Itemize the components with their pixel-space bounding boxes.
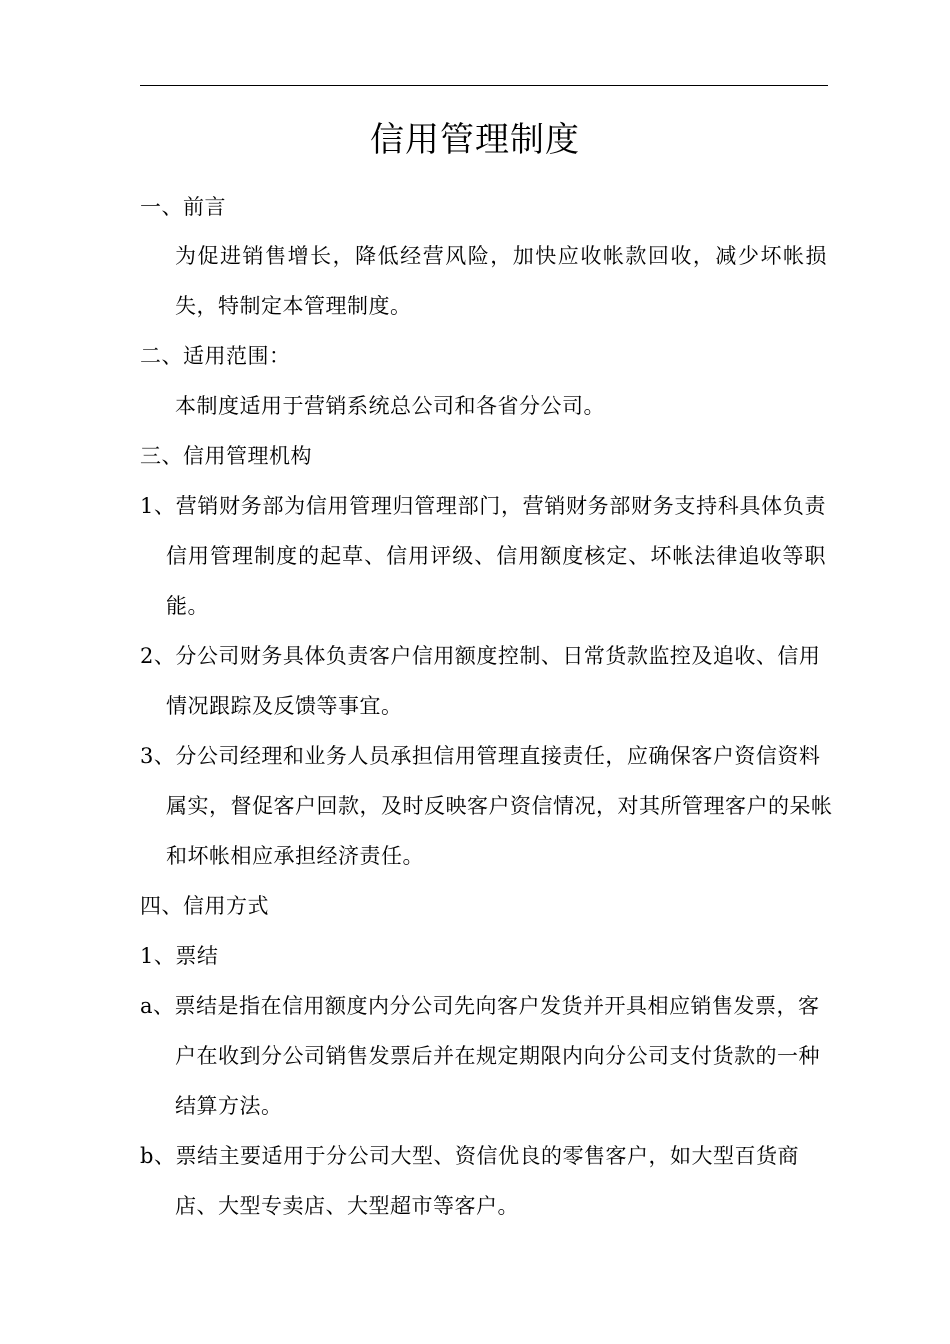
list-item-line: 户在收到分公司销售发票后并在规定期限内向分公司支付货款的一种 bbox=[175, 1044, 820, 1068]
header-rule bbox=[140, 85, 828, 86]
list-item-line: 信用管理制度的起草、信用评级、信用额度核定、坏帐法律追收等职 bbox=[166, 544, 826, 568]
list-item-line: 3、分公司经理和业务人员承担信用管理直接责任，应确保客户资信资料 bbox=[140, 744, 821, 768]
paragraph-line: 失，特制定本管理制度。 bbox=[175, 294, 412, 318]
list-item-line: 属实，督促客户回款，及时反映客户资信情况，对其所管理客户的呆帐 bbox=[166, 794, 833, 818]
paragraph-line: 本制度适用于营销系统总公司和各省分公司。 bbox=[175, 394, 605, 418]
list-item-line: 结算方法。 bbox=[175, 1094, 283, 1118]
page-title: 信用管理制度 bbox=[370, 120, 580, 160]
paragraph-line: 为促进销售增长，降低经营风险，加快应收帐款回收，减少坏帐损 bbox=[175, 244, 827, 268]
subsection-heading: 1、票结 bbox=[140, 944, 219, 968]
list-item-line: 店、大型专卖店、大型超市等客户。 bbox=[175, 1194, 519, 1218]
section-heading-preface: 一、前言 bbox=[140, 195, 226, 219]
list-item-line: 1、营销财务部为信用管理归管理部门，营销财务部财务支持科具体负责 bbox=[140, 494, 826, 518]
section-heading-scope: 二、适用范围： bbox=[140, 344, 291, 368]
list-item-line: 2、分公司财务具体负责客户信用额度控制、日常货款监控及追收、信用 bbox=[140, 644, 821, 668]
list-item-line: 能。 bbox=[166, 594, 209, 618]
section-heading-organization: 三、信用管理机构 bbox=[140, 444, 312, 468]
list-item-line: b、票结主要适用于分公司大型、资信优良的零售客户，如大型百货商 bbox=[140, 1144, 799, 1168]
list-item-line: 情况跟踪及反馈等事宜。 bbox=[166, 694, 403, 718]
section-heading-credit-methods: 四、信用方式 bbox=[140, 894, 269, 918]
list-item-line: a、票结是指在信用额度内分公司先向客户发货并开具相应销售发票，客 bbox=[140, 994, 820, 1018]
list-item-line: 和坏帐相应承担经济责任。 bbox=[166, 844, 424, 868]
